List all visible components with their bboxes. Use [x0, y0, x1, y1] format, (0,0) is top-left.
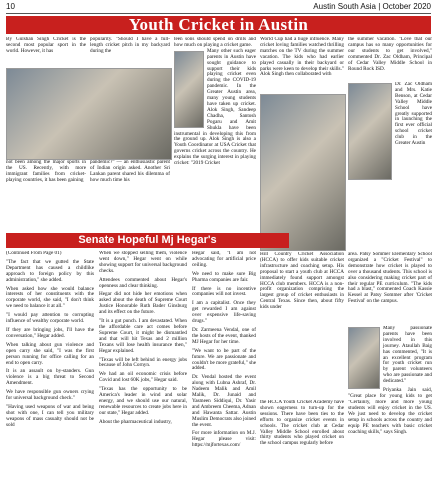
cricket-col-5-mid: Dr. Zac Oldham and Mrs. Katie Benson, at Cedar Valley Middle School have greatly supported in launching the first ever official school cricket club in the Greater Austin [348, 82, 432, 252]
senate-col-3: Hegar said, "I am not advocating for artificial price ceiling. We need to make sure Big Pharma companies are fair. If there is no incentive companies will not invest. I am a capitalist. Once they get rewarded I am against over expensive life-saving drugs." Dr. Zarmeena Vendal, one of the hosts of the event, thanked MJ Hegar for her time. "We want to be part of the future. We are passionate and couldn't be more grateful," she added. Dr. Vendal hosted the event along with Lubna Ashraf, Dr. Nadeem Malik and Amil Malik, Dr. Junaid and Yasmeen Siddiqui, Dr. Yasir and Ambreem Cheema, Adnan and Hawanta Sattar. Austin Muslim Democrats also joined the event. For more information on M.J. Hegar please visit: https://mjfortexas.com/ [192, 251, 256, 449]
cricket-col-2-bottom: pandemic?" — an enthusiastic parent of Indian origin asked. Another Sri Lankan parent shared his dilemma of how much time his [90, 160, 170, 183]
senate-col-1: (Continued From Page 01) "The fact that we gutted the State Department has caused a childlike approach to foreign policy by this administration," she added. When asked how she would balance interests of her constituents with the corporate world, she said, "I don't think we need to balance it at all." "I would pay attention to corrupting influence of wealthy corporate world. If they are bringing jobs, I'll have the conversation," Hegar added. When talking about gun violence and open carry she said, "I was the first person running for office calling for an end to open carry. It is an assault on by-standers. Gun violence is a big threat to Second Amendment. We have responsible gun owners crying for universal background check." "Having used weapons of war and being shot with one, I can tell you military weapons of mass casualty should not be sold [6, 251, 94, 428]
cricket-col-3-intro: teen sons should spend on drills and how much on playing a cricket game. [174, 37, 256, 48]
cricket-photo-right [260, 94, 346, 251]
header-rule [6, 13, 431, 14]
cricket-photo-small [174, 51, 204, 128]
cricket-col-5-end: "Certainly, more and more young students will enjoy cricket in the US. We just need to develop the cricket setup in schools across the country and equip PE teachers with basic cricket coaching skills," says Singh. [348, 400, 432, 435]
senate-col-2: When we stopped selling them, violence went down," Hegar went on while showing support for universal background checks. Attendees commented about Hegar's openness and clear thinking. Hegar did not hide her emotions when asked about the death of Supreme Court Justice Honorable Ruth Bader Ginsburg and its effect on the future. "It is a gut punch. I am devastated. When the affordable care act comes before Supreme Court, it might be dismantled and that will hit Texas and 2 million Texans will lose health insurance then," Hegar explained. "Texas will be left behind in energy jobs because of John Cornyn. We had an oil economic crisis before Covid and lost 60K jobs," Hegar said. "Texas has the opportunity to be America's leader in wind and solar energy, and we should use our natural, renewable resources to create jobs here in our state," Hegar added. About the pharmaceutical industry, [99, 251, 187, 425]
cricket-col-3 [174, 37, 256, 227]
cricket-col-3-body: Many other such eager parents in Austin have sought guidance to support their kids playing cricket even during the COVID-19 pandemic. In the Greater Austin area, many young students have taken up cricket. Alok Singh, Sandeep Chadha, Santosh Pogaru and Amit Shukla have been instrumental in developing this from the ground up. Alok Singh is also a Youth Coordinator at USA Cricket that governs cricket across the country. He explains the surging interest in playing cricket: "2019 Cricket [174, 47, 256, 167]
cricket-photo-tail [348, 327, 380, 389]
senate-banner: Senate Hopeful Mj Hegar's [6, 233, 289, 248]
cricket-photo-col5 [348, 83, 392, 180]
cricket-col-5-tail: Many passionate parents have been involved in this journey. Ataullah Baig has commented, "It is an excellent program for youth cricket run by parent volunteers who are passionate and dedicated." Priyanka Jain said, "Great place for young kids to get [348, 326, 432, 398]
page-number: 10 [6, 2, 15, 11]
masthead: Austin South Asia | October 2020 [313, 2, 431, 11]
cricket-col-4-top: World Cup had a huge influence. Many cricket loving families watched thrilling matches on the TV during the summer vacation. The kids who had earlier played casually in their backyard or parks were keen to develop their skills." Alok Singh then collaborated with [260, 37, 344, 78]
cricket-col-1-bottom: not been among the major sports in the US. Recently, with more immigrant families from cricket-playing countries, it has been gaining [6, 160, 86, 183]
cricket-col-1-top: By Gulshan Singh Cricket is the second most popular sport in the world. However, it has [6, 37, 86, 54]
cricket-col-4-bottom: Hill Country Cricket Association (HCCA) to offer kids suitable cricket infrastructure and coaching setup. His proposal to start a youth club at HCCA immediately found support amongst HCCA club members. HCCA is a non-profit organization comprising the largest group of cricket enthusiasts in Central Texas. Since then, about fifty kids under [260, 252, 344, 311]
cricket-banner: Youth Cricket in Austin [6, 16, 431, 34]
cricket-col-5-bottom: area. Patsy Sommer Elementary School organized a "Cricket Festival" to demonstrate how cricket is played to over a thousand students. This school is also considering making cricket part of their regular PE curriculum. "The kids had a blast," commented Coach Kassie Kessel at Patsy Sommer after 'Cricket Festival' on the campus. [348, 252, 432, 305]
cricket-col-4-tail: the HCCA Youth Cricket Academy have shown eagerness to turn-up for the sessions. There have been ties to the efforts to organize cricket events in schools. The cricket club at Cedar Valley Middle School enrolled about thirty students who played cricket on the school campus regularly before [260, 400, 344, 447]
cricket-col-2-top: popularity. "Should I have a full-length cricket pitch in my backyard during the [90, 37, 170, 54]
cricket-photo-left [6, 68, 172, 160]
cricket-col-5-top: the summer vacation. "Love that our campus has so many opportunities for our students to get involved," commented Dr. Zac Oldham, Principal of Cedar Valley Middle School in Round Rock ISD. [348, 37, 432, 72]
